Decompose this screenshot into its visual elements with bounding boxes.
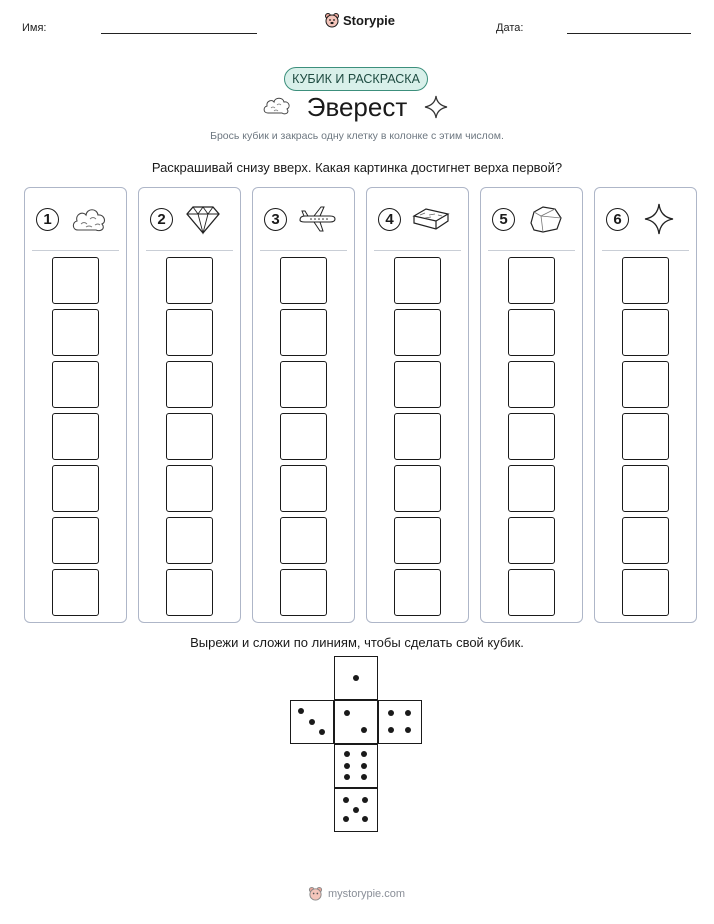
color-cell[interactable]	[52, 413, 99, 460]
color-cell[interactable]	[394, 257, 441, 304]
color-cell[interactable]	[166, 465, 213, 512]
diamond-icon	[183, 203, 223, 235]
column-divider	[146, 250, 233, 251]
cell-stack	[394, 257, 441, 616]
color-cell[interactable]	[394, 309, 441, 356]
color-cell[interactable]	[622, 465, 669, 512]
die-pip	[362, 797, 368, 803]
color-cell[interactable]	[508, 465, 555, 512]
color-cell[interactable]	[280, 257, 327, 304]
rock-icon	[525, 203, 565, 235]
die-pip	[344, 763, 350, 769]
column-3	[252, 187, 355, 623]
die-pip	[361, 763, 367, 769]
page-title: Эверест	[306, 92, 408, 122]
die-pip	[353, 675, 359, 681]
die-pip	[361, 751, 367, 757]
color-cell[interactable]	[280, 465, 327, 512]
ice-block-icon	[411, 203, 451, 235]
column-number: 2	[150, 208, 173, 231]
color-cell[interactable]	[622, 413, 669, 460]
color-cell[interactable]	[280, 309, 327, 356]
color-cell[interactable]	[508, 413, 555, 460]
die-pip	[344, 751, 350, 757]
sparkle-icon	[639, 203, 679, 235]
color-cell[interactable]	[280, 569, 327, 616]
die-face	[290, 700, 334, 744]
color-cell[interactable]	[52, 257, 99, 304]
color-cell[interactable]	[166, 569, 213, 616]
column-1	[24, 187, 127, 623]
cell-stack	[622, 257, 669, 616]
color-cell[interactable]	[394, 569, 441, 616]
dice-net	[290, 656, 424, 836]
die-pip	[388, 727, 394, 733]
color-cell[interactable]	[508, 517, 555, 564]
color-cell[interactable]	[508, 569, 555, 616]
bear-logo-icon	[324, 12, 340, 28]
date-line[interactable]	[567, 33, 691, 34]
column-number: 4	[378, 208, 401, 231]
color-cell[interactable]	[622, 517, 669, 564]
cell-stack	[508, 257, 555, 616]
color-cell[interactable]	[166, 309, 213, 356]
column-divider	[260, 250, 347, 251]
cut-instruction: Вырежи и сложи по линиям, чтобы сделать свой кубик.	[190, 635, 524, 650]
color-cell[interactable]	[622, 309, 669, 356]
die-pip	[344, 774, 350, 780]
die-pip	[361, 727, 367, 733]
die-face	[334, 744, 378, 788]
column-divider	[602, 250, 689, 251]
color-cell[interactable]	[52, 309, 99, 356]
die-face	[334, 700, 378, 744]
airplane-icon	[297, 203, 337, 235]
column-6	[594, 187, 697, 623]
column-divider	[488, 250, 575, 251]
die-pip	[405, 710, 411, 716]
sparkle-icon	[424, 95, 448, 119]
color-cell[interactable]	[622, 569, 669, 616]
cell-stack	[280, 257, 327, 616]
bear-logo-icon	[308, 886, 323, 901]
column-2	[138, 187, 241, 623]
column-divider	[374, 250, 461, 251]
date-label: Дата:	[496, 22, 524, 34]
column-5	[480, 187, 583, 623]
cloud-icon	[69, 203, 109, 235]
column-number: 3	[264, 208, 287, 231]
column-4	[366, 187, 469, 623]
column-divider	[32, 250, 119, 251]
color-cell[interactable]	[166, 413, 213, 460]
color-cell[interactable]	[622, 361, 669, 408]
die-pip	[298, 708, 304, 714]
instruction: Раскрашивай снизу вверх. Какая картинка достигнет верха первой?	[151, 160, 563, 175]
color-cell[interactable]	[280, 413, 327, 460]
color-cell[interactable]	[394, 361, 441, 408]
footer	[308, 886, 405, 901]
color-cell[interactable]	[394, 413, 441, 460]
color-cell[interactable]	[166, 257, 213, 304]
color-cell[interactable]	[166, 361, 213, 408]
die-face	[334, 656, 378, 700]
color-cell[interactable]	[166, 517, 213, 564]
color-cell[interactable]	[52, 465, 99, 512]
die-pip	[361, 774, 367, 780]
die-pip	[319, 729, 325, 735]
cell-stack	[166, 257, 213, 616]
storypie-logo	[324, 12, 395, 28]
die-pip	[344, 710, 350, 716]
color-cell[interactable]	[508, 309, 555, 356]
logo-text: Storypie	[343, 12, 396, 28]
die-pip	[309, 719, 315, 725]
footer-url[interactable]: mystorypie.com	[328, 887, 406, 900]
color-cell[interactable]	[52, 569, 99, 616]
die-pip	[405, 727, 411, 733]
color-cell[interactable]	[508, 361, 555, 408]
name-label: Имя:	[22, 22, 47, 34]
color-cell[interactable]	[52, 517, 99, 564]
column-number: 5	[492, 208, 515, 231]
cell-stack	[52, 257, 99, 616]
color-cell[interactable]	[52, 361, 99, 408]
color-cell[interactable]	[394, 517, 441, 564]
color-cell[interactable]	[622, 257, 669, 304]
color-cell[interactable]	[508, 257, 555, 304]
color-cell[interactable]	[280, 517, 327, 564]
die-pip	[353, 807, 359, 813]
color-cell[interactable]	[280, 361, 327, 408]
column-number: 1	[36, 208, 59, 231]
die-pip	[343, 816, 349, 822]
name-line[interactable]	[101, 33, 257, 34]
die-pip	[343, 797, 349, 803]
columns-row	[24, 187, 697, 623]
die-face	[334, 788, 378, 832]
color-cell[interactable]	[394, 465, 441, 512]
die-face	[378, 700, 422, 744]
die-pip	[388, 710, 394, 716]
die-pip	[362, 816, 368, 822]
activity-badge: КУБИК И РАСКРАСКА	[284, 67, 428, 91]
subtitle: Брось кубик и закрась одну клетку в колонке с этим числом.	[210, 130, 504, 142]
column-number: 6	[606, 208, 629, 231]
